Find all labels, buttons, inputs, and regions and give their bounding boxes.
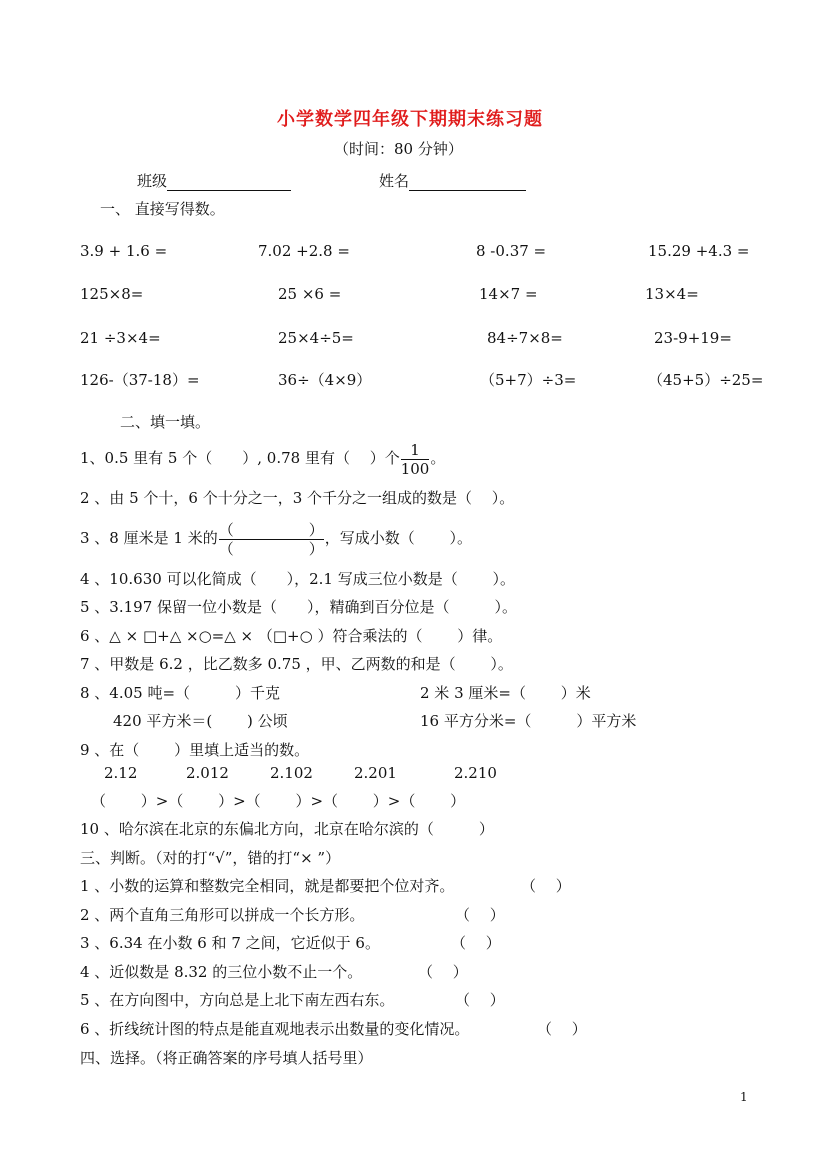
calc-item: 21 ÷3×4= [80,329,161,347]
calc-item: 15.29 +4.3 = [648,242,750,260]
fraction-denominator: （ ） [218,539,324,558]
calc-item: 126-（37-18）= [80,371,200,389]
fraction [219,521,324,558]
name-label: 姓名 [379,172,410,190]
calc-item: （45+5）÷25= [648,371,764,389]
class-field [137,171,291,191]
calc-item: 125×8= [80,285,144,303]
judge-blank: （ ） [455,991,505,1009]
fraction-numerator: （ ） [218,520,324,539]
calc-item: 84÷7×8= [487,329,563,347]
question-2-6: 6 、△ × □+△ ×○=△ × （□+○ ）符合乘法的（ ）律。 [80,627,503,645]
calc-item: （5+7）÷3= [480,371,577,389]
fraction-denominator: 100 [400,459,430,478]
question-2-8-b: 2 米 3 厘米=（ ）米 [420,684,591,702]
question-2-7: 7 、甲数是 6.2 ，比乙数多 0.75 ，甲、乙两数的和是（ ）。 [80,655,513,673]
section-1-heading: 一、 直接写得数。 [100,200,225,218]
judge-item: 5 、在方向图中，方向总是上北下南左西右东。 [80,991,395,1009]
order-number: 2.012 [186,764,229,782]
question-2-8-a: 8 、4.05 吨=（ ）千克 [80,684,281,702]
calc-item: 25×4÷5= [278,329,354,347]
question-text: 1、0.5 里有 5 个（ ）, 0.78 里有（ ）个 [80,449,400,467]
question-2-4: 4 、10.630 可以化简成（ ），2.1 写成三位小数是（ ）。 [80,570,515,588]
question-2-2: 2 、由 5 个十，6 个十分之一，3 个千分之一组成的数是（ ）。 [80,489,515,507]
question-2-10: 10 、哈尔滨在北京的东偏北方向，北京在哈尔滨的（ ） [80,820,494,838]
question-2-1 [80,436,445,480]
calc-item: 7.02 +2.8 = [258,242,350,260]
order-number: 2.12 [104,764,138,782]
name-blank[interactable] [409,174,526,191]
section-3-heading: 三、判断。（对的打“√”，错的打“× ”） [80,849,341,867]
judge-blank: （ ） [521,877,571,895]
calc-item: 8 -0.37 = [476,242,547,260]
calc-item: 14×7 = [479,285,538,303]
question-2-8-c: 420 平方米＝( ) 公顷 [113,712,288,730]
judge-item: 2 、两个直角三角形可以拼成一个长方形。 [80,906,365,924]
order-number: 2.102 [270,764,313,782]
calc-item: 13×4= [645,285,699,303]
calc-item: 36÷（4×9） [278,371,372,389]
judge-item: 4 、近似数是 8.32 的三位小数不止一个。 [80,963,363,981]
fraction-numerator: 1 [410,440,420,459]
page-number: 1 [740,1090,748,1104]
order-number: 2.201 [354,764,397,782]
time-note: （时间：80 分钟） [334,140,463,158]
judge-item: 1 、小数的运算和整数完全相同，就是都要把个位对齐。 [80,877,455,895]
judge-item: 6 、折线统计图的特点是能直观地表示出数量的变化情况。 [80,1020,470,1038]
order-number: 2.210 [454,764,497,782]
question-text: ，写成小数（ ）。 [324,529,473,547]
judge-item: 3 、6.34 在小数 6 和 7 之间，它近似于 6。 [80,934,380,952]
question-2-9: 9 、在（ ）里填上适当的数。 [80,741,310,759]
name-field [379,171,526,191]
question-text: 3 、8 厘米是 1 米的 [80,529,218,547]
class-label: 班级 [137,172,168,190]
question-2-5: 5 、3.197 保留一位小数是（ ），精确到百分位是（ ）。 [80,598,518,616]
calc-item: 25 ×6 = [278,285,342,303]
page-title: 小学数学四年级下期期末练习题 [277,109,543,130]
class-blank[interactable] [167,174,291,191]
section-4-heading: 四、选择。（将正确答案的序号填人括号里） [80,1049,373,1067]
question-text: 。 [430,449,446,467]
section-2-heading: 二、填一填。 [120,413,211,431]
question-2-8-d: 16 平方分米=（ ）平方米 [420,712,637,730]
calc-item: 3.9 + 1.6 = [80,242,168,260]
judge-blank: （ ） [455,906,505,924]
judge-blank: （ ） [451,934,501,952]
judge-blank: （ ） [537,1020,587,1038]
question-2-3 [80,516,472,560]
fraction [401,441,430,478]
order-blanks: （ ）>（ ）>（ ）>（ ）>（ ） [91,792,466,810]
judge-blank: （ ） [418,963,468,981]
calc-item: 23-9+19= [654,329,732,347]
